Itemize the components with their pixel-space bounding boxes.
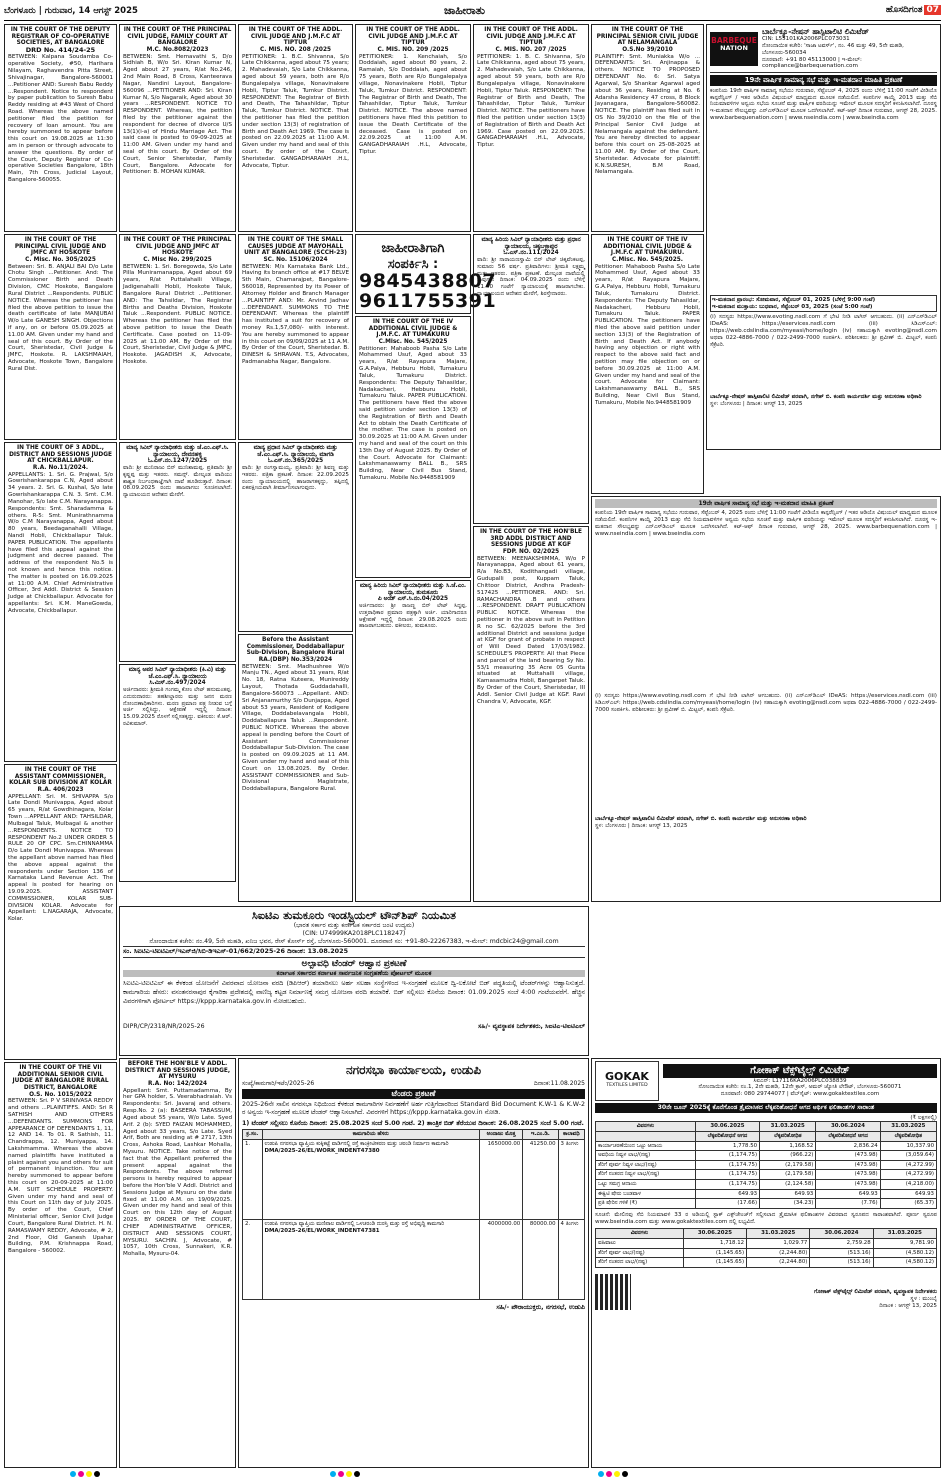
table-row <box>596 1189 937 1199</box>
row-value: (1,145.65) <box>683 1248 746 1258</box>
notice-case: O.S. No. 1015/2022 <box>29 1091 92 1098</box>
row-value: (34.23) <box>760 1199 816 1209</box>
row-name-text: ಉಡುಪಿ ನಗರಸಭಾ ವ್ಯಾಪ್ತಿಯ ಕುಕ್ಕಿಕಟ್ಟೆ ವಾರ್ಡಿನಲ್ಲಿ ರಸ್ತೆ ಕಾಂಕ್ರೀಟೀಕರಣ ಮತ್ತು ಚರಂಡಿ ನಿರ್ಮಾಣ ಕಾಮಗಾರಿ <box>264 1140 449 1147</box>
notice-case: M.C. No.8082/2023 <box>146 46 209 53</box>
notice-body: BETWEEN: M/s Karnataka Bank Ltd., Having its branch office at #17 BELVE Sth Main, Chamarajpet, Bangalore-560018, Represented by its Power of Attorney Holder and Branch Manager ...PLAINTIFF AND: Mr. Arvind Jadhav ...DEFENDANT. SUMMONS TO THE DEFENDANT. Whereas the plaintiff has instituted a suit for recovery of money Rs.1,57,080/- with interest. You are hereby summoned to appear in this court on 09/09/2025 at 11 A.M. By Order of the Court, Sheristedar. B. DINESH & SHRAVAN. T.S, Advocates, Padmanabha Nagar, Bangalore. <box>242 263 349 365</box>
type-q1: ಲೆಕ್ಕಪರಿಶೋಧನೆ ಆಗದ <box>695 1131 759 1141</box>
logo-bottom: NATION <box>720 43 748 52</box>
kn-notice-5 <box>355 580 471 902</box>
type-q1-prev: ಲೆಕ್ಕಪರಿಶೋಧನೆ ಆಗದ <box>816 1131 880 1141</box>
row-label: ಒಟ್ಟು ಸಮಗ್ರ ಆದಾಯ <box>596 1179 696 1189</box>
evote-end: ಇ-ಮತದಾನ ಮುಕ್ತಾಯ: ಬುಧವಾರ, ಸೆಪ್ಟೆಂಬರ್ 03, 2025 (ಸಂಜೆ 5:00 ಗಂಟೆ) <box>712 303 873 310</box>
notice-case: ಸಿ.ಮಿಸ್.ನಂ.497/2024 <box>149 680 206 687</box>
notice-case: C. MIS. NO. 209 /2025 <box>377 46 449 53</box>
row-value: (4,580.12) <box>873 1258 936 1268</box>
notice-body: APPELLANT: Sri. M. SHIVAPPA S/o Late Dondi Munivappa, Aged about 65 years, R/at Gowdhinagara, Kolar Town ...APPELLANT AND: TAHSILDAR, Mulbagal Taluk, Mulbagal & another ...RESPONDENTS. NOTICE TO RESPONDENT No.2 UNDER ORDER 5 RULE 20 OF CPC. Sm.CHINNAMMA D/o Late Dondi Munivappa. Whereas the appellant above named has filed the above appeal against the respondents under Section 136 of Karnataka Land Revenue Act. The appeal is posted for hearing on 19.09.2025. ASSISTANT COMMISSIONER, KOLAR SUB-DIVISION KOLAR. Advocate for Appellant: L.NAGARAJA, Advocate, Kolar. <box>8 793 113 923</box>
col-q4: 31.03.2025 <box>760 1122 816 1132</box>
notice-body: ಅರ್ಜಿದಾರರು: ಶ್ರೀಮತಿ ಗಂಗಮ್ಮ ಕೋಂ ಲೇಟ್ ಹನುಮಂತಪ್ಪ. ಎದುರುದಾರರು: ತಹಶೀಲ್ದಾರರು ಮತ್ತು ಜನನ ಮರಣ ನೋಂದಣಾಧಿಕಾರಿಗಳು. ಮರಣ ಪ್ರಮಾಣ ಪತ್ರ ನೀಡುವ ಬಗ್ಗೆ ಅರ್ಜಿ ಸಲ್ಲಿಸಿದ್ದು, ಆಕ್ಷೇಪಣೆ ಇದ್ದಲ್ಲಿ ದಿನಾಂಕ: 15.09.2025 ರೊಳಗೆ ಸಲ್ಲಿಸತಕ್ಕದ್ದು. ವಕೀಲರು: ಕೆ.ಆರ್. ರವಿಕುಮಾರ್. <box>123 686 232 728</box>
notice-head: ಮಾನ್ಯ ಅಪರ ಸಿವಿಲ್ ನ್ಯಾಯಾಧೀಶರು (ಕಿ.ವಿ) ಮತ್ತು ಜೆ.ಎಂ.ಎಫ್.ಸಿ. ನ್ಯಾಯಾಲಯ <box>128 667 227 680</box>
gokak-table <box>595 1121 937 1208</box>
col-particulars: ವಿವರಗಳು <box>596 1122 696 1132</box>
notice-case: RA.(DBP) No.353/2024 <box>258 656 333 663</box>
company-address: ನೋಂದಾಯಿತ ಕಚೇರಿ: 'ಸಾಜಾ ಟವರ್ಸ್', ನಂ. 46 ಮತ್ತು 49, 5ನೇ ಮಹಡಿ, ಬೆಂಗಳೂರು-560034 <box>762 42 904 56</box>
udupi-sign: ಸಹಿ/- ಪೌರಾಯುಕ್ತರು, ನಗರಸಭೆ, ಉಡುಪಿ <box>496 1302 585 1311</box>
date-line: ಬೆಂಗಳೂರು | ಗುರುವಾರ, 14 ಆಗಸ್ಟ್ 2025 <box>4 6 138 16</box>
row-value: (473.98) <box>816 1179 880 1189</box>
row-label: ತೆರಿಗೆ ನಂತರದ ಲಾಭ/(ನಷ್ಟ) <box>596 1258 684 1268</box>
registration-marks-right <box>598 1471 648 1477</box>
notice-body: ಅರ್ಜಿದಾರರು: ಶ್ರೀ ರಾಜಣ್ಣ ಬಿನ್ ಲೇಟ್ ಸಿದ್ದಪ್ಪ. ಉತ್ತರಾಧಿಕಾರ ಪ್ರಮಾಣ ಪತ್ರಕ್ಕಾಗಿ ಅರ್ಜಿ. ಯಾರಿಗಾದರೂ ಆಕ್ಷೇಪಣೆ ಇದ್ದಲ್ಲಿ ದಿನಾಂಕ: 29.08.2025 ರಂದು ಹಾಜರಾಗಬಹುದು. ವಕೀಲರು, ತುಮಕೂರು. <box>359 602 467 630</box>
table-row <box>243 1139 585 1219</box>
notice-hoskote-305 <box>4 234 117 440</box>
row-value: (3,059.64) <box>880 1151 936 1161</box>
kn-notice-1 <box>473 234 589 524</box>
notice-case: FDP. NO. 02/2025 <box>502 548 560 555</box>
tender-subtitle: (ಭಾರತ ಸರ್ಕಾರ ಮತ್ತು ಕರ್ನಾಟಕ ಸರ್ಕಾರದ ಜಂಟಿ ಉದ್ಯಮ) <box>293 922 415 930</box>
notice-drd <box>4 24 117 232</box>
col-q1: 30.06.2025 <box>683 1229 746 1239</box>
notice-nelamangala <box>591 24 704 232</box>
col-period: ಕಾಲಾವಧಿ <box>558 1130 584 1140</box>
row-value: (1,174.75) <box>695 1160 759 1170</box>
gokak-logo-text: GOKAK <box>605 1070 649 1083</box>
right-area-sign: ಬಾರ್ಬೆಕ್ಯೂ-ನೇಷನ್ ಹಾಸ್ಪಿಟಾಲಿಟಿ ಲಿಮಿಟೆಡ್ ಪರವಾಗಿ, ನಗೇಶ್ ಬಿ. ಕಂಪನಿ ಕಾರ್ಯದರ್ಶಿ ಮತ್ತು ಅನುಸರಣಾ ಅಧಿಕಾರಿ <box>595 816 807 823</box>
tender-dipr: DIPR/CP/2318/NR/2025-26 <box>123 1023 205 1031</box>
row-value: (7.76) <box>816 1199 880 1209</box>
row-amount: 1650000.00 <box>479 1139 522 1219</box>
notice-head: IN THE COURT OF THE VII ADDITIONAL SENIOR CIVIL JUDGE AT BANGALORE RURAL DISTRICT, BANGALORE <box>12 1065 109 1091</box>
gokak-results-head: 30ನೇ ಜೂನ್ 2025ಕ್ಕೆ ಕೊನೆಗೊಂಡ ತ್ರೈಮಾಸಿಕದ ಲೆಕ್ಕಪರಿಶೋಧನೆ ಆಗದ ಆರ್ಥಿಕ ಫಲಿತಾಂಶಗಳ ಸಾರಾಂಶ <box>595 1103 937 1113</box>
contact-phone-1: 9845438807 <box>359 270 497 293</box>
notice-tiptur-209 <box>355 24 471 232</box>
row-name-text: ಉಡುಪಿ ನಗರಸಭಾ ವ್ಯಾಪ್ತಿಯ ಮಣಿಪಾಲ ವಾರ್ಡಿನಲ್ಲಿ ಒಳಚರಂಡಿ ದುರಸ್ತಿ ಮತ್ತು ರಸ್ತೆ ಅಭಿವೃದ್ಧಿ ಕಾಮಗಾರಿ <box>264 1220 445 1227</box>
row-value: (65.37) <box>880 1199 936 1209</box>
gokak-logo-sub: TEXTILES LIMITED <box>606 1083 648 1089</box>
notice-head: IN THE COURT OF THE ADDL. CIVIL JUDGE AND J.M.F.C AT TIPTUR <box>248 27 343 47</box>
gokak-units: (₹ ಲಕ್ಷಗಳಲ್ಲಿ) <box>910 1114 937 1121</box>
tender-sign: ಸಹಿ/- ವ್ಯವಸ್ಥಾಪಕ ನಿರ್ದೇಶಕರು, ಸಿಐಟಿಎ-ಟಿಐಟಿಎಲ್ <box>478 1023 585 1031</box>
evote-schedule <box>710 295 937 313</box>
col-name: ಕಾಮಗಾರಿಯ ಹೆಸರು <box>262 1130 479 1140</box>
barbeque-nation-ad <box>706 24 941 450</box>
row-value: (966.22) <box>760 1151 816 1161</box>
notice-head: IN THE COURT OF THE DEPUTY REGISTRAR OF CO-OPERATIVE SOCIETIES, AT BANGALORE <box>10 27 111 47</box>
row-value: (1,145.65) <box>683 1258 746 1268</box>
kn-notice-3 <box>119 664 236 882</box>
right-area-body: ಕಂಪನಿಯ 19ನೇ ವಾರ್ಷಿಕ ಸಾಮಾನ್ಯ ಸಭೆಯು ಗುರುವಾರ, ಸೆಪ್ಟೆಂಬರ್ 4, 2025 ರಂದು ಬೆಳಿಗ್ಗೆ 11:00 ಗಂಟೆಗೆ ವೀಡಿಯೊ ಕಾನ್ಫರೆನ್ಸಿಂಗ್ / ಇತರ ಆಡಿಯೊ ವಿಷುಯಲ್ ಮಾಧ್ಯಮದ ಮೂಲಕ ನಡೆಯಲಿದೆ. ಕಂಪನಿಗಳ ಕಾಯ್ದೆ 2013 ಮತ್ತು ಸೆಬಿ ನಿಯಮಾವಳಿಗಳ ಅನ್ವಯ ಸಭೆಯ ಸೂಚನೆ ಮತ್ತು ವಾರ್ಷಿಕ ವರದಿಯನ್ನು ಇಮೇಲ್ ಮೂಲಕ ಸದಸ್ಯರಿಗೆ ಕಳುಹಿಸಲಾಗಿದೆ. ದೂರಸ್ಥ ಇ-ಮತದಾನ ಸೌಲಭ್ಯವನ್ನು ಎನ್‌ಎಸ್‌ಡಿಎಲ್ ಮೂಲಕ ಒದಗಿಸಲಾಗಿದೆ. ಕಟ್-ಆಫ್ ದಿನಾಂಕ ಗುರುವಾರ, ಆಗಸ್ಟ್ 28, 2025. www.barbequenation.com | www.nseindia.com | www.bseindia.com <box>595 510 937 537</box>
notice-head: ಮಾನ್ಯ ಹಿರಿಯ ಸಿವಿಲ್ ನ್ಯಾಯಾಧೀಶರು ಮತ್ತು ಸಿ.ಜೆ.ಎಂ. ನ್ಯಾಯಾಲಯ, ತುಮಕೂರು <box>359 583 467 596</box>
tender-band: ಕರ್ನಾಟಕ ಸರ್ಕಾರದ ಕರ್ನಾಟಕ ಸಾರ್ವಜನಿಕ ಸಂಗ್ರಹಣೆಯ ಪೋರ್ಟಲ್ ಮೂಲಕ <box>123 970 585 978</box>
notice-body: BETWEEN: Sri. P V SRINIVASA REDDY and others ...PLAINTIFFS. AND: Sri R SATHISH AND OTHERS ...DEFENDANTS. SUMMONS FOR APPEARANCE OF DEFENDANTS 1, 11, 12 AND 14. To 01. R Sathish, 11. Chandrappa, 12. Muniyappa, 14. Lakshmamma. Whereas the above named plaintiffs have instituted a plaint against you and others for suit of permanent injunction. You are hereby summoned to appear before this court on 20-09-2025 at 11:00 A.M. SUIT SCHEDULE PROPERTY. Given under my hand and seal of this Court on 11th day of July 2025. By order of the Court, Chief Ministerial officer, Senior Civil Judge Court, Bangalore Rural District. H. N. RAMASWAMY REDDY, Advocate, # 2, 2nd Floor, Old Ganesh Upahar Building, P.M. Krishnappa Road, Bangalore - 560002. <box>8 1098 113 1255</box>
row-value: (1,174.75) <box>695 1179 759 1189</box>
row-label: ಈಕ್ವಿಟಿ ಷೇರು ಬಂಡವಾಳ <box>596 1189 696 1199</box>
notice-case: C.Misc. No. 545/2025 <box>378 338 448 345</box>
table-row <box>596 1238 937 1248</box>
tender-cin: (CIN: U74999KA2018PLC118247) <box>302 929 406 937</box>
row-label: ವಹಿವಾಟು <box>596 1238 684 1248</box>
udupi-ref-row <box>242 1080 585 1087</box>
notice-case: C.Misc. No. 545/2025. <box>612 256 683 263</box>
row-code: DMA/2025-26/EL/WORK_INDENT47380 <box>264 1147 380 1154</box>
row-value: (2,124.58) <box>760 1179 816 1189</box>
notice-case: C. Misc No. 299/2025 <box>143 256 212 263</box>
notice-body: PETITIONER: 1. B.C. Shivanna, S/o Late Chikkanna, aged about 75 years; 2. Mahadevaiah, S/o Late Chikkanna, aged about 59 years, both are R/o Bungalepalya village, Nonavinakere Hobli, Tiptur Taluk, Tumkur District. RESPONDENT: The Registrar of Birth and Death, The Tahashildar, Tiptur Taluk, Tumkur District. NOTICE. That the petitioner has filed the petition under section 13(3) of registration of Birth and Death Act 1969. The case is posted on 22.09.2025 at 11:00 A.M. Given under my hand and seal of this court. By order of the Court, Sheristedar. GANGADHARAIAH .H.L, Advocate, Tiptur. <box>242 53 349 169</box>
notice-family-court <box>119 24 236 232</box>
right-area-date: ಸ್ಥಳ: ಬೆಂಗಳೂರು | ದಿನಾಂಕ: ಆಗಸ್ಟ್ 13, 2025 <box>595 823 688 830</box>
notice-head: IN THE COURT OF THE PRINCIPAL CIVIL JUDGE AND JMFC AT HOSKOTE <box>123 237 232 257</box>
brand-name: ಹೊಸದಿಗಂತ <box>885 5 923 15</box>
company-contact: ದೂರವಾಣಿ: +91 80 45113000 | ಇ-ಮೇಲ್: compliance@barbequenation.com <box>762 56 862 70</box>
udupi-subtitle: ಟೆಂಡರು ಪ್ರಕಟಣೆ <box>242 1089 585 1099</box>
notice-kolar <box>4 764 117 1060</box>
gokak-address: ನೋಂದಾಯಿತ ಕಚೇರಿ: ನಂ.1, 2ನೇ ಮಹಡಿ, 12ನೇ ಕ್ರಾಸ್, ಅಮರ್ ಜ್ಯೋತಿ ಲೇಔಟ್, ಬೆಂಗಳೂರು-560071 <box>698 1084 902 1091</box>
contact-ad <box>355 234 497 314</box>
company-name: ಬಾರ್ಬೆಕ್ಯೂ-ನೇಷನ್ ಹಾಸ್ಪಿಟಾಲಿಟಿ ಲಿಮಿಟೆಡ್ <box>762 27 869 36</box>
col-amount: ಅಂದಾಜು ಮೊತ್ತ <box>479 1130 522 1140</box>
row-no: 2. <box>243 1219 263 1299</box>
row-name <box>262 1139 479 1219</box>
table-row <box>596 1248 937 1258</box>
notice-head: IN THE COURT OF THE IV ADDITIONAL CIVIL JUDGE & J.M.F.C. AT TUMAKURU <box>368 319 458 339</box>
notice-case: O.S.No 39/2010 <box>622 46 673 53</box>
gokak-logo <box>595 1061 659 1101</box>
contact-label: ಜಾಹೀರಾತಿಗಾಗಿ ಸಂಪರ್ಕಿಸಿ : <box>381 241 445 272</box>
col-emd: ಇ.ಎಂ.ಡಿ. <box>523 1130 558 1140</box>
gokak-date: ದಿನಾಂಕ : ಆಗಸ್ಟ್ 13, 2025 <box>879 1302 937 1309</box>
row-emd: 80000.00 <box>523 1219 558 1299</box>
udupi-title: ನಗರಸಭಾ ಕಾರ್ಯಾಲಯ, ಉಡುಪಿ <box>345 1063 482 1077</box>
row-value: (4,272.99) <box>880 1160 936 1170</box>
row-name <box>262 1219 479 1299</box>
row-value: (513.16) <box>810 1258 873 1268</box>
notice-head: IN THE COURT OF THE ADDL. CIVIL JUDGE AND J.M.F.C AT TIPTUR <box>366 27 460 47</box>
notice-head: BEFORE THE HON'BLE V ADDL. DISTRICT AND SESSIONS JUDGE, AT MYSURU <box>124 1061 231 1081</box>
row-period: 3 ತಿಂಗಳು <box>558 1139 584 1219</box>
row-value: (1,174.75) <box>695 1151 759 1161</box>
agm-heading: 19ನೇ ವಾರ್ಷಿಕ ಸಾಮಾನ್ಯ ಸಭೆ ಮತ್ತು ಇ-ಮತದಾನ ಮಾಹಿತಿ ಪ್ರಕಟಣೆ <box>710 75 937 86</box>
col-q1-prev: 30.06.2024 <box>816 1122 880 1132</box>
notice-head: ಮಾನ್ಯ ಸಿವಿಲ್ ನ್ಯಾಯಾಧೀಶರು ಮತ್ತು ಜೆ.ಎಂ.ಎಫ್.ಸಿ. ನ್ಯಾಯಾಲಯ, ದೇವನಹಳ್ಳಿ <box>126 445 229 458</box>
row-label: ತೆರಿಗೆ ಪೂರ್ವ ನಿವ್ವಳ ಲಾಭ/(ನಷ್ಟ) <box>596 1160 696 1170</box>
notice-tumakuru-545-b <box>591 234 704 494</box>
row-label: ಪ್ರತಿ ಷೇರಿನ ಗಳಿಕೆ (₹) <box>596 1199 696 1209</box>
notice-body: PLAINTIFF: Smt. Muniakka W/o ... DEFENDANTS: Sri. Anjinappa & others. NOTICE TO PROPOSED DEFENDANT No. 6: Sri. Satya Agarwal, S/o Shankar Agarwal aged about 36 years, Residing at No. 6 Adarsha Residency 47 cross, 8 Block Jayanagara, Bangalore-560082. NOTICE. The plaintiff has filed suit in OS No 39/2010 on the file of the Principal Senior Civil Judge at Nelamangala against the defendant. You are hereby directed to appear before this court on 25-08-2025 at 11.00 AM. By Order of the Court, Sheristedar. Advocate for plaintiff: K.N.SURESH, B.M Road, Nelamangala. <box>595 53 700 176</box>
registration-marks-left <box>70 1471 120 1477</box>
notice-chickballapur <box>4 442 117 762</box>
notice-body: ವಾದಿ: ಶ್ರೀ ನಾರಾಯಣಸ್ವಾಮಿ ಬಿನ್ ಲೇಟ್ ಚಿಕ್ಕವೆಂಕಟಪ್ಪ, ಸುಮಾರು 56 ವರ್ಷ. ಪ್ರತಿವಾದಿಗಳು: ಶ್ರೀಮತಿ ಲಕ್ಷ್ಮಮ್ಮ ಮತ್ತು ಇತರರು. ಪತ್ರಿಕಾ ಪ್ರಕಟಣೆ. ಮೇಲ್ಕಂಡ ದಾವೆಯಲ್ಲಿ ತಾವುಗಳು ದಿನಾಂಕ: 04.09.2025 ರಂದು ಬೆಳಿಗ್ಗೆ 11.00 ಗಂಟೆಗೆ ನ್ಯಾಯಾಲಯಕ್ಕೆ ಹಾಜರಾಗಬೇಕು. ನ್ಯಾಯಾಲಯದ ಆದೇಶದ ಮೇರೆಗೆ, ಶಿರಸ್ತೇದಾರರು. <box>477 256 585 298</box>
row-value: (473.98) <box>816 1160 880 1170</box>
tender-ad <box>119 906 589 1056</box>
row-value: (513.16) <box>810 1248 873 1258</box>
row-value: 649.93 <box>695 1189 759 1199</box>
row-label: ತೆರಿಗೆ ನಂತರದ ನಿವ್ವಳ ಲಾಭ/(ನಷ್ಟ) <box>596 1170 696 1180</box>
col-q1: 30.06.2025 <box>695 1122 759 1132</box>
row-value: 1,029.77 <box>747 1238 810 1248</box>
notice-body: Petitioner: Mahaboob Pasha S/o Late Mohammed Usuf, Aged about 33 years, R/at Rayapura Majare, G.A.Palya, Hebburu Hobli, Tumakuru Taluk, Tumakuru District. Respondents: The Deputy Tahasildar, Nadakacheri, Hebburu Hobli, Tumakuru Taluk. PAPER PUBLICATION. The petitioners have filed the above said petition under section 13(3) of the Registration of Birth and Death Act to obtain the Death Certificate of the mother. The case is posted on 30.09.2025 at 11:00 A.M. Given under my hand and seal of the court on this 13th Day of August 2025. By Order of the Court. Advocate for Claimant: Lakshmanaswamy BALL B., SRS Building, Near Civil Bus Stand, Tumakuru. Mobile No.9448581909 <box>359 345 467 482</box>
barbeque-sign: ಬಾರ್ಬೆಕ್ಯೂ-ನೇಷನ್ ಹಾಸ್ಪಿಟಾಲಿಟಿ ಲಿಮಿಟೆಡ್ ಪರವಾಗಿ, ನಗೇಶ್ ಬಿ. ಕಂಪನಿ ಕಾರ್ಯದರ್ಶಿ ಮತ್ತು ಅನುಸರಣಾ ಅಧಿಕಾರಿ <box>710 394 922 401</box>
table-row <box>596 1141 937 1151</box>
row-value: (473.98) <box>816 1151 880 1161</box>
notice-body: PETITIONER: 1. Kenchaiah, S/o Doddaiah, aged about 80 years, 2. Ramaiah, S/o Doddaiah, aged about 75 years, Both are R/o Bungalepalya village, Nonavinakere Hobli, Tiptur Taluk, Tumkur District. RESPONDENT: The Registrar of Birth and Death, The Tahashildar, Tiptur Taluk, Tumkur District. NOTICE. The above named petitioners have filed this petition to issue the Death Certificate of the deceased. Case is posted on 22.09.2025 at 11:00 A.M. GANGADHARAIAH .H.L, Advocate, Tiptur. <box>359 53 467 155</box>
udupi-dates: 1) ಟೆಂಡರ್ ಸಲ್ಲಿಸಲು ಕೊನೆಯ ದಿನಾಂಕ: 25.08.2025 ಸಂಜೆ 5.00 ಗಂಟೆ. 2) ತಾಂತ್ರಿಕ ಬಿಡ್ ತೆರೆಯುವ ದಿನಾಂಕ: 26.08.2025 ಸಂಜೆ 5.00 ಗಂಟೆ. <box>242 1119 584 1127</box>
notice-bangalore-rural <box>4 1062 117 1468</box>
notice-head: IN THE COURT OF THE HON'BLE 3RD ADDL DISTRICT AND SESSIONS JUDGE AT KGF <box>479 529 583 549</box>
type-year: ಲೆಕ್ಕಪರಿಶೋಧಿತ <box>880 1131 936 1141</box>
notice-body: Petitioner: Mahaboob Pasha S/o Late Mohammed Usuf, Aged about 33 years, R/at Rayapura Majare, G.A.Palya, Hebburu Hobli, Tumakuru Taluk, Tumakuru District. Respondents: The Deputy Tahasildar, Nadakacheri, Hebburu Hobli, Tumakuru Taluk. PAPER PUBLICATION. The petitioners have filed the above said petition under section 13(3) of the Registration of Birth and Death Act. If anybody having any objection or right with respect to the above said fact and petition may file objection on or before 30.09.2025 at 11:00 A.M. Given under my hand and seal of the court. Advocate for Claimant: Lakshmanaswamy BALL B., SRS Building, Near Civil Bus Stand, Tumakuru, Mobile No.9448581909 <box>595 263 700 406</box>
notice-body: ವಾದಿ: ಶ್ರೀ ಮುನಿರಾಜು ಬಿನ್ ಮುನಿಶಾಮಪ್ಪ. ಪ್ರತಿವಾದಿ: ಶ್ರೀ ಕೃಷ್ಣಪ್ಪ ಮತ್ತು ಇತರರು. ಸಮನ್ಸ್. ಮೇಲ್ಕಂಡ ವಾದಿಯು ಶಾಶ್ವತ ನಿರ್ಬಂಧಕಾಜ್ಞೆಗಾಗಿ ದಾವೆ ಹೂಡಿರುತ್ತಾರೆ. ದಿನಾಂಕ: 08.09.2025 ರಂದು ಹಾಜರಾಗಲು ಸೂಚಿಸಲಾಗಿದೆ. ನ್ಯಾಯಾಲಯದ ಆದೇಶದ ಮೇರೆಗೆ. <box>123 464 232 499</box>
udupi-body: 2025-26ನೇ ಸಾಲಿನ ನಗರಸಭಾ ನಿಧಿಯಿಂದ ಕೆಳಕಂಡ ಕಾಮಗಾರಿಗಳ ನಿರ್ವಹಣೆಗೆ ಅರ್ಹ ಗುತ್ತಿಗೆದಾರರಿಂದ Standard Bid Document K.W-1 & K.W-2 ರ ಅನ್ವಯ ಇ-ಸಂಗ್ರಹಣೆ ಮೂಲಕ ಟೆಂಡರ್ ಆಹ್ವಾನಿಸಲಾಗಿದೆ. ವಿವರಗಳಿಗೆ https://kppp.karnataka.gov.in ನೋಡಿ. <box>242 1100 585 1117</box>
col-q4: 31.03.2025 <box>747 1229 810 1239</box>
row-value: (2,179.58) <box>760 1160 816 1170</box>
registration-marks-center <box>330 1471 380 1477</box>
company-cin: CIN: L55101KA2006PLC073031 <box>762 36 850 43</box>
row-value: (17.66) <box>695 1199 759 1209</box>
kn-notice-2 <box>119 442 236 662</box>
tender-footer <box>123 1023 585 1031</box>
notice-body: BETWEEN: Kalpana Soudamba Co-operative Society, #50, Harihara Nilayam, Raghavendra Pitta Street, Shivajinagar, Bangalore-560001 ...Petitioner AND: Suresh Babu Reddy ...Respondent. Notice to respondent by paper publication to Suresh Babu Reddy residing at #43 West of Chord Road. Whereas the above named petitioner filed the petition for recovery of loan amount. You are hereby summoned to appear before this court on 19.08.2025 at 11:30 am in person or through advocate to answer the questions. By order of the Court, Deputy Registrar of Co-operative Societies Bangalore, 18th Main, 7th Cross, Judicial Layout, Bangalore-560055. <box>8 54 113 184</box>
notice-case: R.A. No.11/2024. <box>32 464 89 471</box>
notice-body: ವಾದಿ: ಶ್ರೀ ರಂಗಸ್ವಾಮಯ್ಯ. ಪ್ರತಿವಾದಿ: ಶ್ರೀ ಶಿವಣ್ಣ ಮತ್ತು ಇತರರು. ಪತ್ರಿಕಾ ಪ್ರಕಟಣೆ. ದಿನಾಂಕ: 22.09.2025 ರಂದು ನ್ಯಾಯಾಲಯದಲ್ಲಿ ಹಾಜರಾಗತಕ್ಕದ್ದು, ತಪ್ಪಿದಲ್ಲಿ ಏಕಪಕ್ಷೀಯವಾಗಿ ತೀರ್ಮಾನಿಸಲಾಗುವುದು. <box>242 464 349 492</box>
notice-body: Between: Sri. B. ANJALI BAI D/o Late Chotu Singh ...Petitioner. And: The Commissioner Birth and Death Division, CMC Hoskote, Bangalore Rural District ...Respondents. PUBLIC NOTICE. Whereas the petitioner has filed the above petition to issue the death certificate of late MANJUBAI W/o Late GANESH SINGH. Objections if any, on or before 05.09.2025 at 11.00 AM. Given under my hand and seal of this court. By Order of the Court, Sheristedar, Civil Judge & JMFC, Hoskote. R. LAKSHMAIAH, Advocate, Hoskote Town, Bangalore Rural Dist. <box>8 263 113 372</box>
gokak-note: ಸೂಚನೆ: ಮೇಲಿನವು ಸೆಬಿ ನಿಯಮಾವಳಿ 33 ರ ಅಡಿಯಲ್ಲಿ ಸ್ಟಾಕ್ ಎಕ್ಸ್‌ಚೇಂಜ್‌ಗೆ ಸಲ್ಲಿಸಲಾದ ತ್ರೈಮಾಸಿಕ ಫಲಿತಾಂಶಗಳ ವಿವರವಾದ ಸ್ವರೂಪದ ಸಾರಾಂಶವಾಗಿದೆ. ಪೂರ್ಣ ಸ್ವರೂಪ www.bseindia.com ಮತ್ತು www.gokaktextiles.com ನಲ್ಲಿ ಲಭ್ಯವಿದೆ. <box>595 1211 937 1225</box>
contact-phone-2: 9611755391 <box>359 290 497 313</box>
udupi-ref: ಸಂಖ್ಯೆ/ಕಾಮಗಾರಿ/ಇಟೆಂ/2025-26 <box>242 1079 315 1087</box>
notice-head: IN THE COURT OF THE SMALL CAUSES JUDGE AT MAYOHALL UNIT AT BANGALORE (SCCH-23) <box>244 237 347 257</box>
row-value: 2,759.28 <box>810 1238 873 1248</box>
row-value: 10,337.90 <box>880 1141 936 1151</box>
gokak-cin: ಸಿಐಎನ್: L17116KA2006PLC038839 <box>753 1077 847 1084</box>
udupi-tender <box>238 1058 589 1468</box>
logo-top: BARBEQUE <box>711 35 757 45</box>
barbeque-logo <box>710 32 758 66</box>
evote-start: ಇ-ಮತದಾನ ಪ್ರಾರಂಭ: ಸೋಮವಾರ, ಸೆಪ್ಟೆಂಬರ್ 01, 2025 (ಬೆಳಿಗ್ಗೆ 9:00 ಗಂಟೆ) <box>712 296 876 303</box>
notice-case: R.A. 406/2023 <box>37 786 84 793</box>
right-area-steps: (i) ಸದಸ್ಯರು https://www.evoting.nsdl.com ಗೆ ಭೇಟಿ ನೀಡಿ ಲಾಗಿನ್ ಆಗಬಹುದು. (ii) ಎನ್‌ಎಸ್‌ಡಿಎಲ್ IDeAS: https://eservices.nsdl.com (iii) ಸಿಡಿಎಸ್‌ಎಲ್: https://web.cdslindia.com/myeasi/home/login (iv) ಸಹಾಯಕ್ಕಾಗಿ evoting@nsdl.com ಅಥವಾ 022-4886-7000 / 022-2499-7000 ಸಂಪರ್ಕಿಸಿ. ಪರಿಶೀಲಕರು: ಶ್ರೀ ಪ್ರವೀಣ್ ಬಿ. ಮಿಟ್ಟಲ್, ಕಂಪನಿ ಸೆಕ್ರೆಟರಿ. <box>595 693 937 713</box>
table-row <box>596 1199 937 1209</box>
row-value: 1,778.50 <box>695 1141 759 1151</box>
notice-kgf <box>473 526 589 902</box>
col-no: ಕ್ರ.ಸಂ. <box>243 1130 263 1140</box>
notice-small-causes <box>238 234 353 440</box>
notice-head: IN THE COURT OF THE PRINCIPAL CIVIL JUDGE AND JMFC AT HOSKOTE <box>14 237 107 257</box>
notice-hoskote-299 <box>119 234 236 440</box>
row-label: ತೆರಿಗೆ ಪೂರ್ವ ಲಾಭ/(ನಷ್ಟ) <box>596 1248 684 1258</box>
notice-head: IN THE COURT OF THE PRINCIPAL CIVIL JUDGE, FAMILY COURT AT BANGALORE <box>123 27 232 47</box>
row-label: ಅವಧಿಯ ನಿವ್ವಳ ಲಾಭ/(ನಷ್ಟ) <box>596 1151 696 1161</box>
barbeque-place-date: ಸ್ಥಳ: ಬೆಂಗಳೂರು | ದಿನಾಂಕ: ಆಗಸ್ಟ್ 13, 2025 <box>710 401 803 408</box>
notice-head: ಮಾನ್ಯ ಪ್ರಧಾನ ಸಿವಿಲ್ ನ್ಯಾಯಾಧೀಶರು ಮತ್ತು ಜೆ.ಎಂ.ಎಫ್.ಸಿ. ನ್ಯಾಯಾಲಯ, ಮಾಗಡಿ <box>253 445 338 458</box>
notice-head: IN THE COURT OF THE ASSISTANT COMMISSIONER, KOLAR SUB DIVISION AT KOLAR <box>9 767 112 787</box>
gokak-results <box>591 1058 941 1468</box>
kn-notice-4 <box>238 442 353 632</box>
row-emd: 41250.00 <box>523 1139 558 1219</box>
notice-tiptur-207 <box>473 24 589 232</box>
notice-tiptur-208 <box>238 24 353 232</box>
evote-steps: (i) ಸದಸ್ಯರು https://www.evoting.nsdl.com ಗೆ ಭೇಟಿ ನೀಡಿ ಲಾಗಿನ್ ಆಗಬಹುದು. (ii) ಎನ್‌ಎಸ್‌ಡಿಎಲ್ IDeAS: https://eservices.nsdl.com (iii) ಸಿಡಿಎಸ್‌ಎಲ್: https://web.cdslindia.com/myeasi/home/login (iv) ಸಹಾಯಕ್ಕಾಗಿ evoting@nsdl.com ಅಥವಾ 022-4886-7000 / 022-2499-7000 ಸಂಪರ್ಕಿಸಿ. ಪರಿಶೀಲಕರು: ಶ್ರೀ ಪ್ರವೀಣ್ ಬಿ. ಮಿಟ್ಟಲ್, ಕಂಪನಿ ಸೆಕ್ರೆಟರಿ. <box>710 314 937 348</box>
gokak-footer <box>595 1274 937 1310</box>
row-value: 9,781.90 <box>873 1238 936 1248</box>
row-period: 4 ತಿಂಗಳು <box>558 1219 584 1299</box>
notice-case: R.A. No: 142/2024 <box>147 1080 208 1087</box>
notice-body: BETWEEN: MEENAKSHIMMA, W/o P Narayanappa, Aged about 61 years, R/a No.B3, Kodithangadi village, Gudupalli post, Kuppam Taluk, Chittoor District, Andhra Pradesh-517425 ...PETITIONER. AND: Sri. RAMACHANDRA .B and others ...RESPONDENT. DRAFT PUBLICATION PUBLIC NOTICE. Whereas the petitioner in the above suit in Petition R no SC. 62/2025 before the 3rd additional District and sessions judge at KGF for grant of probate in respect of Will Deed Dated 17/03/1982. SCHEDULE'S PROPERTY: All that Piece and parcel of the land bearing Sy No. 53/1 measuring 35 Acre 05 Gunta situated at Muttahalli village, Kamasamudra Hobli, Bangarpet Taluk. By Order of the Court, Sheristedar, III Addl. Senior Civil Judge at KGF. Ravi Chandra V, Advocate, KGF. <box>477 555 585 705</box>
notice-body: APPELLANTS: 1. Sri. G. Prajwal, S/o Gowrishankarappa C.N, Aged about 34 years. 2. Sri. G. Kushal, S/o late Gowrishankarappa C.N. 3. Smt. C.M. Manohar, S/o late C.M. Narayanappa. Respondents: Smt. Sharadamma & others. R-5: Smt. Munirathnamma W/o C.M Narayanappa, Aged about 80 years, Beedaganahalli Village, Nandi Hobli, Chickballapur Taluk. PAPER PUBLICATION. The appellants have filed this appeal against the judgment and decree passed. The address of the respondent No.5 is not known and hence this notice. The matter is posted on 16.09.2025 at 11:00 A.M. Chief Administrative Officer, 3rd Addl. District & Session Judge at Chickballapur. Advocate for appellants: Sri. K.M. ManeGowda, Advocate, Chickballapur. <box>8 471 113 614</box>
row-code: DMA/2025-26/EL/WORK_INDENT47381 <box>264 1227 380 1234</box>
row-value: 649.93 <box>880 1189 936 1199</box>
gokak-sign: ಗೋಕಾಕ್ ಟೆಕ್ಸ್‌ಟೈಲ್ಸ್ ಲಿಮಿಟೆಡ್ ಪರವಾಗಿ, ವ್ಯವಸ್ಥಾಪಕ ನಿರ್ದೇಶಕರು <box>814 1289 937 1296</box>
notice-body: BETWEEN: Smt. Hemavathi S, D/o Sidhiah B, W/o Sri. Kiran Kumar N, Aged about 27 years, R/at No.246, 2nd Main Road, 8 Cross, Kanteerava Nagar, Nandini Layout, Bangalore-560096 ...PETITIONER AND: Sri. Kiran Kumar N, S/o Nagaraik, Aged about 30 years ...RESPONDENT. NOTICE TO RESPONDENT. Whereas, the petition filed by the petitioner against the respondent for decree of divorce U/S 13(1)(i-a) of Hindu Marriage Act. The said case is posted to 09-09-2025 at 11:00 AM. Given under my hand and seal of this court. By Order of the Court, Senior Sheristedar, Family Court, Bangalore. Advocate for Petitioner: B. MOHAN KUMAR. <box>123 53 232 176</box>
notice-case: DRD No. 414/24-25 <box>25 45 96 54</box>
row-value: (1,174.75) <box>695 1170 759 1180</box>
gokak-contact: ದೂರವಾಣಿ: 080 29744077 | ವೆಬ್‌ಸೈಟ್: www.gokaktextiles.com <box>720 1091 880 1098</box>
notice-body: BETWEEN: Smt. Madhushree W/o Manju TN., Aged about 31 years, R/at No. 18, Ratna Kuteera, Munireddy Layout, Thotada Guddadahalli, Bangalore-560073 ...Appellant. AND: Sri Anjanamurthy S/o Dunjappa, Aged about 53 years, Resident of Kodigere Village, Doddabelavangala Hobli, Doddaballapura Taluk ...Respondent. PUBLIC NOTICE. Whereas the above appeal is pending before the Court of Assistant Commissioner Doddaballapur Sub-Division. The case is posted on 09.09.2025 at 11 AM. Given under my hand and seal of this Court on 13.08.2025. By Order. ASSISTANT COMMISSIONER and Sub-Divisional Magistrate, Doddaballapura, Bangalore Rural. <box>242 663 349 793</box>
table-row <box>596 1258 937 1268</box>
udupi-date: ದಿನಾಂಕ:11.08.2025 <box>533 1079 585 1087</box>
table-row <box>596 1179 937 1189</box>
tender-address: ನೋಂದಾಯಿತ ಕಚೇರಿ: ನಂ.49, 5ನೇ ಮಹಡಿ, ಖನಿಜ ಭವನ, ರೇಸ್ ಕೋರ್ಸ್ ರಸ್ತೆ, ಬೆಂಗಳೂರು-560001. ದೂರವಾಣಿ ಸಂ: +91-80-22267383, ಇ-ಮೇಲ್: mdcbic24@gmail.com <box>149 937 559 945</box>
tender-body: ಸಿಐಟಿಎ-ಟಿಐಟಿಎಲ್ ಈ ಕೆಳಕಂಡ ಯೋಜನೆಗೆ ವಿವರವಾದ ಯೋಜನಾ ವರದಿ (ಡಿಪಿಆರ್) ತಯಾರಿಸಲು ಅರ್ಹ ಸಲಹಾ ಸಂಸ್ಥೆಗಳಿಂದ ಇ-ಸಂಗ್ರಹಣೆ ಮೂಲಕ ದ್ವಿ-ಲಕೋಟೆ ಬಿಡ್ ಪದ್ಧತಿಯಲ್ಲಿ ಟೆಂಡರ್‌ಗಳನ್ನು ಆಹ್ವಾನಿಸುತ್ತದೆ. ಕಾಮಗಾರಿಯ ಹೆಸರು: ವಸಂತನರಸಾಪುರ ಕೈಗಾರಿಕಾ ಪ್ರದೇಶದಲ್ಲಿ ವಾಣಿಜ್ಯ ಕಟ್ಟಡ ನಿರ್ಮಾಣಕ್ಕೆ ಸಮಗ್ರ ಯೋಜನಾ ವರದಿ ತಯಾರಿಕೆ. ಬಿಡ್ ಸಲ್ಲಿಸಲು ಕೊನೆಯ ದಿನಾಂಕ: 01.09.2025 ಸಂಜೆ 4:00 ಗಂಟೆಯವರೆಗೆ. ಹೆಚ್ಚಿನ ವಿವರಗಳಿಗಾಗಿ ಪೋರ್ಟಲ್ https://kppp.karnataka.gov.in ನೋಡಬಹುದು. <box>123 979 585 1005</box>
notice-case: ಪಿ ಅಂಡ್ ಎಸ್.ಸಿ.ನಂ.04/2025 <box>377 596 449 603</box>
type-q4: ಲೆಕ್ಕಪರಿಶೋಧಿತ <box>760 1131 816 1141</box>
agm-body: ಕಂಪನಿಯ 19ನೇ ವಾರ್ಷಿಕ ಸಾಮಾನ್ಯ ಸಭೆಯು ಗುರುವಾರ, ಸೆಪ್ಟೆಂಬರ್ 4, 2025 ರಂದು ಬೆಳಿಗ್ಗೆ 11:00 ಗಂಟೆಗೆ ವೀಡಿಯೊ ಕಾನ್ಫರೆನ್ಸಿಂಗ್ / ಇತರ ಆಡಿಯೊ ವಿಷುಯಲ್ ಮಾಧ್ಯಮದ ಮೂಲಕ ನಡೆಯಲಿದೆ. ಕಂಪನಿಗಳ ಕಾಯ್ದೆ 2013 ಮತ್ತು ಸೆಬಿ ನಿಯಮಾವಳಿಗಳ ಅನ್ವಯ ಸಭೆಯ ಸೂಚನೆ ಮತ್ತು ವಾರ್ಷಿಕ ವರದಿಯನ್ನು ಇಮೇಲ್ ಮೂಲಕ ಸದಸ್ಯರಿಗೆ ಕಳುಹಿಸಲಾಗಿದೆ. ದೂರಸ್ಥ ಇ-ಮತದಾನ ಸೌಲಭ್ಯವನ್ನು ಎನ್‌ಎಸ್‌ಡಿಎಲ್ ಮೂಲಕ ಒದಗಿಸಲಾಗಿದೆ. ಕಟ್-ಆಫ್ ದಿನಾಂಕ ಗುರುವಾರ, ಆಗಸ್ಟ್ 28, 2025. www.barbequenation.com | www.nseindia.com | www.bseindia.com <box>710 87 937 121</box>
right-area-heading: 19ನೇ ವಾರ್ಷಿಕ ಸಾಮಾನ್ಯ ಸಭೆ ಮತ್ತು ಇ-ಮತದಾನ ಮಾಹಿತಿ ಪ್ರಕಟಣೆ <box>595 499 937 508</box>
notice-case: SC. No. 15106/2024 <box>263 256 328 263</box>
notice-head: IN THE COURT OF THE PRINCIPAL SENIOR CIVIL JUDGE AT NELAMANGALA <box>596 27 699 47</box>
row-value: 1,168.52 <box>760 1141 816 1151</box>
tender-title: ಅಲ್ಪಾವಧಿ ಟೆಂಡರ್ ಆಹ್ವಾನ ಪ್ರಕಟಣೆ <box>301 958 407 969</box>
table-row <box>243 1219 585 1299</box>
notice-case: C. MIS. NO. 208 /2025 <box>259 46 332 53</box>
tender-company: ಸಿಐಟಿಎ ತುಮಕೂರು ಇಂಡಸ್ಟ್ರಿಯಲ್ ಟೌನ್‌ಶಿಪ್ ನಿಯಮಿತ <box>252 909 456 922</box>
col-year: 31.03.2025 <box>880 1122 936 1132</box>
row-value: (2,244.80) <box>747 1258 810 1268</box>
notice-mysuru <box>119 1058 236 1468</box>
brand <box>886 5 941 16</box>
table-row <box>596 1160 937 1170</box>
row-no: 1. <box>243 1139 263 1219</box>
notice-body: Appellant: Smt. Puttamadamma, By her GPA holder, S. Veerabhadraiah. Vs Respondents: Sri. Javaraj and others. Resp.No. 2 (a): BASEERA TABASSUM, Aged about 55 years, W/o Late. Syed Arif. 2 (b): SYED FAIZAN MOHAMMED, Aged about 33 years, S/o Late. Syed Arif, Both are residing at # 2717, 13th Cross, Ashoka Road, Lashkar Mohalla, Mysuru. NOTICE. Take notice of the fact that the Appellant preferred the present appeal against the Respondents. The above referred persons is hereby required to appear before the Hon'ble V Addl. District and Sessions Judge at Mysuru on the date fixed at 11.00 A.M. on 19/09/2025. Given under my hand and seal of this Court on this 12th day of August 2025. BY ORDER OF THE COURT, CHIEF ADMINISTRATIVE OFFICER, DISTRICT AND SESSIONS COURT, MYSURU. SACHIN. J, Advocate, # 1057, 10th Cross, Sunnakeri, K.R. Mohalla, Mysuru-04. <box>123 1087 232 1258</box>
notice-body: BETWEEN: 1. Sri. Boregowda, S/o Late Pilla Muniramanappa, Aged about 69 years, R/at Puttalahalli Village, Jadigenahalli Hobli, Hoskote Taluk, Bangalore Rural District ...Petitioner. AND: The Tahsildar, The Registrar Births and Deaths Division, Hoskote Taluk ...Respondent. PUBLIC NOTICE. Whereas the petitioner has filed the above petition to issue the Death Certificate. Case posted on 11-09-2025 at 11.00 AM. By Order of the Court, Sheristedar, Civil Judge & JMFC, Hoskote. JAGADISH .K, Advocate, Hoskote. <box>123 263 232 365</box>
notice-body: PETITIONER: 1. B. C. Shivanna, S/o Late Chikkanna, aged about 75 years, 2. Mahadevaiah, S/o Late Chikkanna, aged about 59 years, both are R/o Bungalepalya village, Nonavinakere Hobli, Tiptur Taluk. RESPONDENT: The Registrar of Birth and Death, The Tahashildar, Tiptur Taluk, Tumkur District. NOTICE. The petitioners have filed the petition under section 13(3) of Registration of Birth and Death Act 1969. Case posted on 22.09.2025. GANGADHARAIAH .H.L, Advocate, Tiptur. <box>477 53 585 149</box>
notice-head: IN THE COURT OF THE ADDL. CIVIL JUDGE AND J.M.F.C AT TIPTUR <box>484 27 578 47</box>
notice-case: ಓ.ಎಸ್.ನಂ.1247/2025 <box>147 458 208 465</box>
row-value: (4,272.99) <box>880 1170 936 1180</box>
notice-case: C. Misc. No. 305/2025 <box>25 256 96 263</box>
row-value: (4,580.12) <box>873 1248 936 1258</box>
page-number: 07 <box>926 5 939 15</box>
udupi-table <box>242 1129 585 1300</box>
row-amount: 4000000.00 <box>479 1219 522 1299</box>
type-particulars <box>596 1131 696 1141</box>
notice-case: ಓ.ಎಸ್.ನಂ.365/2025 <box>267 458 324 465</box>
col-q1-prev: 30.06.2024 <box>810 1229 873 1239</box>
gokak-company: ಗೋಕಾಕ್ ಟೆಕ್ಸ್‌ಟೈಲ್ಸ್ ಲಿಮಿಟೆಡ್ <box>663 1064 937 1078</box>
notice-head: Before the Assistant Commissioner, Doddaballapur Sub-Division, Bangalore Rural <box>246 637 345 657</box>
gokak-standalone-table <box>595 1228 937 1267</box>
notice-head: ಮಾನ್ಯ ಹಿರಿಯ ಸಿವಿಲ್ ನ್ಯಾಯಾಧೀಶರು ಮತ್ತು ಪ್ರಧಾನ ನ್ಯಾಯಾಲಯ, ಚಿಕ್ಕಬಳ್ಳಾಪುರ <box>481 237 581 250</box>
row-value: 2,836.24 <box>816 1141 880 1151</box>
gokak-place: ಸ್ಥಳ : ಮುಂಬೈ <box>910 1296 937 1303</box>
notice-case: C. MIS. NO. 207 /2025 <box>495 46 567 53</box>
row-value: 1,718.12 <box>683 1238 746 1248</box>
row-value: 649.93 <box>760 1189 816 1199</box>
row-value: 649.93 <box>816 1189 880 1199</box>
row-value: (2,179.58) <box>760 1170 816 1180</box>
row-value: (2,244.80) <box>747 1248 810 1258</box>
notice-doddaballapur <box>238 634 353 902</box>
gokak-qr-code <box>595 1274 631 1310</box>
notice-head: IN THE COURT OF 3 ADDL., DISTRICT AND SESSIONS JUDGE AT CHICKBALLAPUR. <box>9 445 112 465</box>
row-value: (473.98) <box>816 1170 880 1180</box>
notice-tumakuru-545-a <box>355 316 471 578</box>
notice-case: ಓ.ಎಸ್.ನಂ.111/2024 <box>503 250 559 257</box>
notice-head: IN THE COURT OF THE IV ADDITIONAL CIVIL JUDGE & J.M.F.C AT TUMAKURU. <box>603 237 692 257</box>
right-notices-area <box>591 496 941 902</box>
col-year: 31.03.2025 <box>873 1229 936 1239</box>
tender-ref: ಸಂ. ಸಿಐಟಿಎ-ಟಿಐಟಿಎಲ್/ಇಎನ್‌ಜಿ/ಸಿಬಿ-ಡಿಇಎಸ್-01/662/2025-26 ದಿನಾಂಕ: 13.08.2025 <box>123 946 585 958</box>
row-label: ಕಾರ್ಯಾಚರಣೆಯಿಂದ ಒಟ್ಟು ಆದಾಯ <box>596 1141 696 1151</box>
table-row <box>596 1151 937 1161</box>
row-value: (4,218.00) <box>880 1179 936 1189</box>
col-particulars: ವಿವರಗಳು <box>596 1229 684 1239</box>
masthead <box>4 3 941 21</box>
table-row <box>596 1170 937 1180</box>
section-title: ಜಾಹೀರಾತು <box>444 4 486 17</box>
